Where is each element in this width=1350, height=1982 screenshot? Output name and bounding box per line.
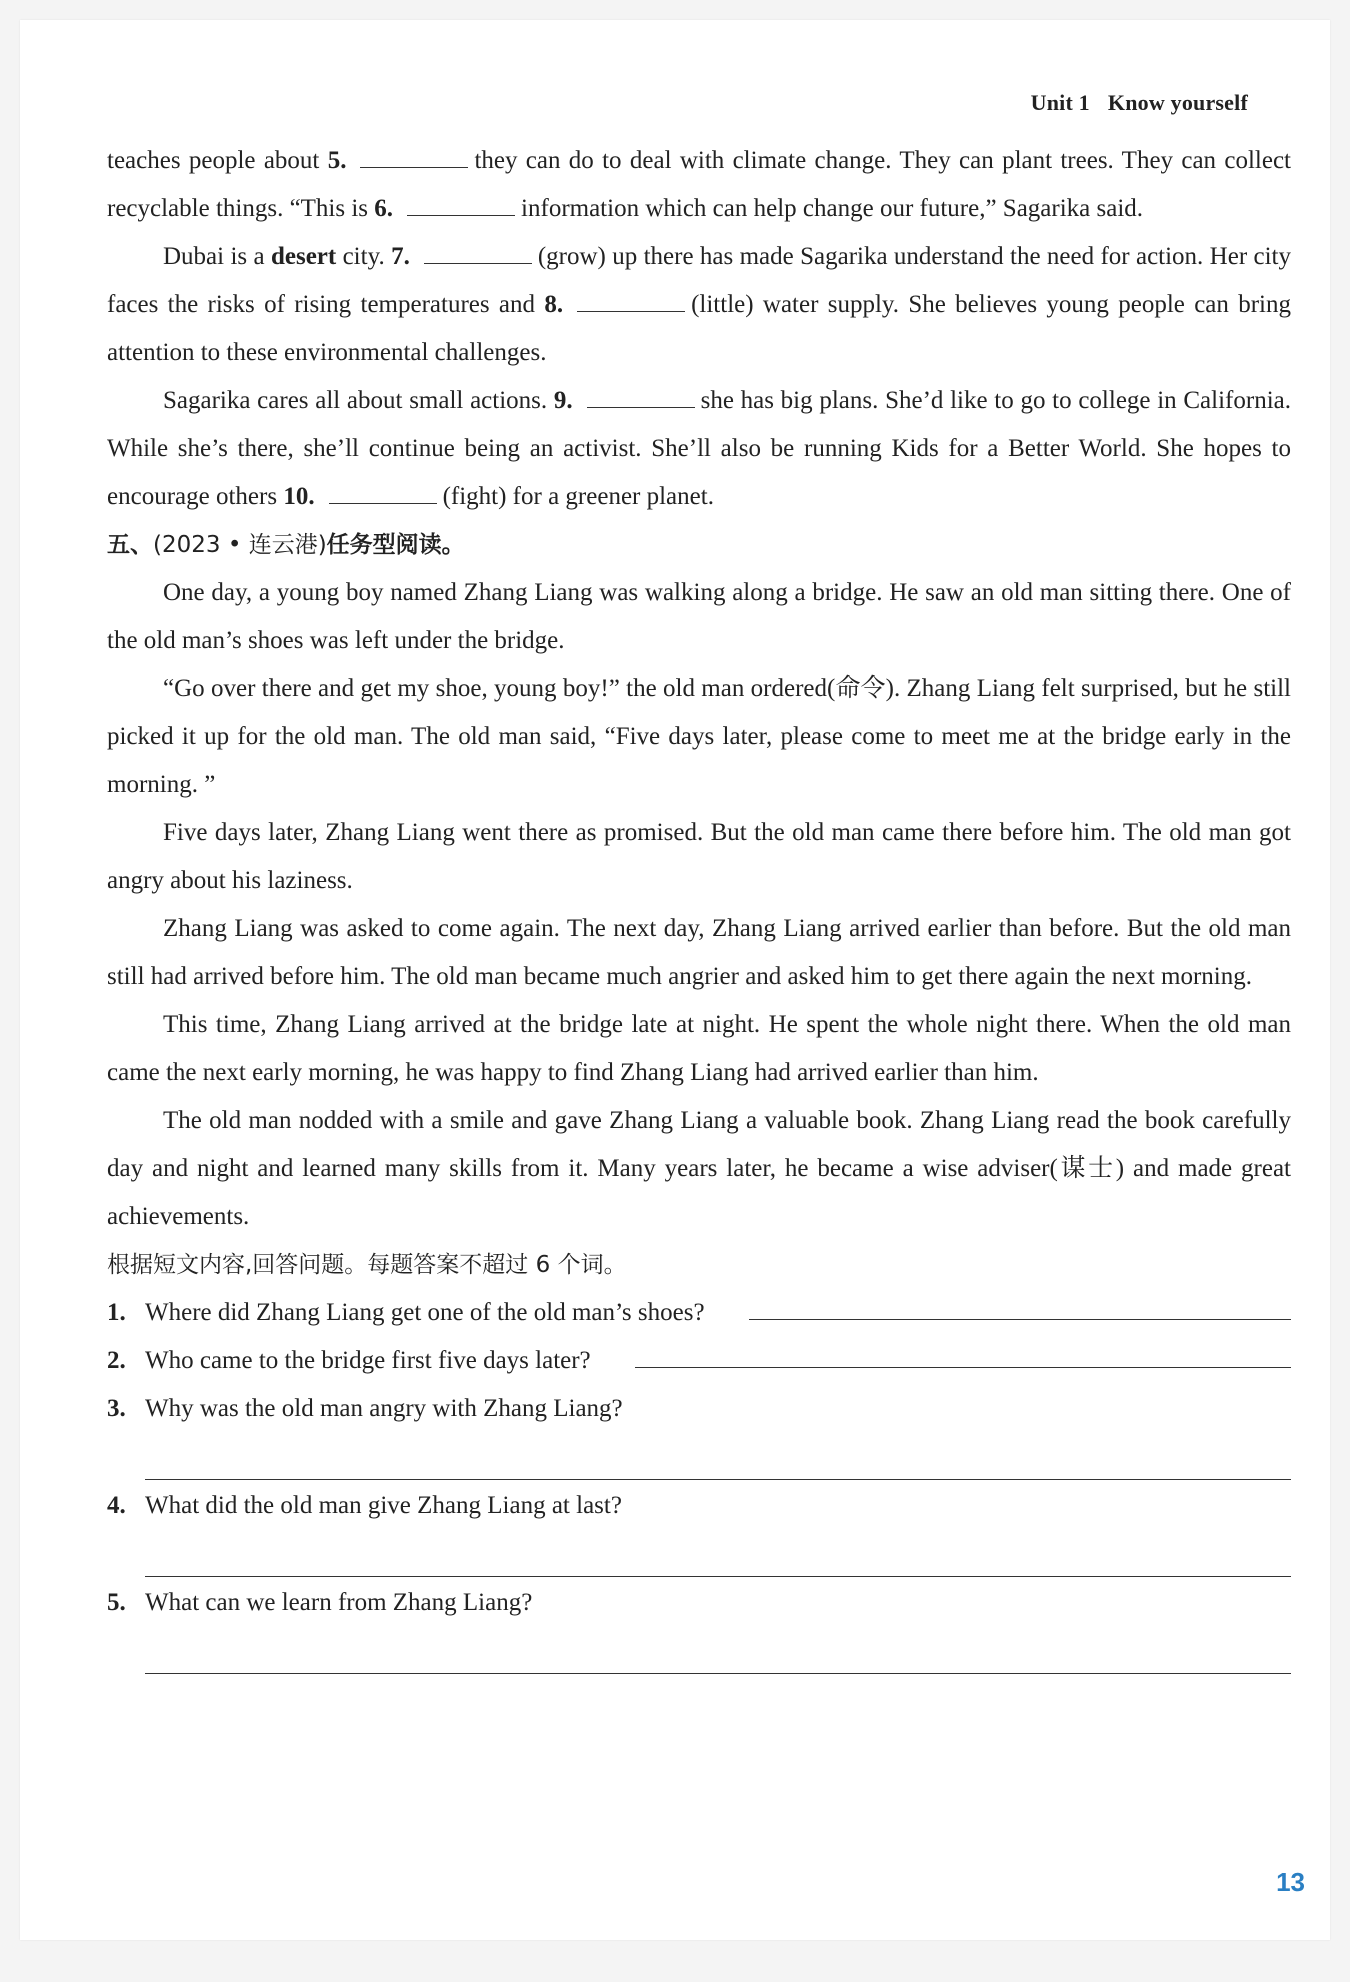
- blank-8[interactable]: [577, 289, 685, 312]
- question-4: 4. What did the old man give Zhang Liang at last?: [107, 1492, 622, 1519]
- passage-paragraph: Sagarika cares all about small actions. 9. she has big plans. She’d like to go to college in California. While she’s there, she’ll continue being an activist. She’ll also be running Kids for a Better World. She hopes to encourage others 10. (fight) for a greener planet.: [107, 387, 1291, 510]
- blank-number-9: 9.: [553, 387, 573, 414]
- answer-line-1[interactable]: [749, 1295, 1291, 1320]
- story-paragraph: The old man nodded with a smile and gave Zhang Liang a valuable book. Zhang Liang read the book carefully day and night and learned many skills from it. Many years later, he became a wise adviser(谋士) and made great achievements.: [107, 1107, 1291, 1230]
- question-2: 2. Who came to the bridge first five days later?: [107, 1337, 1291, 1385]
- blank-number-6: 6.: [374, 195, 394, 222]
- question-5: 5. What can we learn from Zhang Liang?: [107, 1589, 533, 1616]
- page-content: [107, 137, 1291, 1676]
- blank-7[interactable]: [424, 241, 532, 264]
- question-3: 3. Why was the old man angry with Zhang Liang?: [107, 1395, 623, 1422]
- blank-number-8: 8.: [544, 291, 564, 318]
- story-paragraph: One day, a young boy named Zhang Liang was walking along a bridge. He saw an old man sitting there. One of the old man’s shoes was left under the bridge.: [107, 579, 1291, 654]
- answer-line-5[interactable]: [145, 1627, 1291, 1674]
- question-1: 1. Where did Zhang Liang get one of the old man’s shoes?: [107, 1289, 1291, 1337]
- story-paragraph: “Go over there and get my shoe, young boy!” the old man ordered(命令). Zhang Liang felt surprised, but he still picked it up for the old man. The old man said, “Five days later, please come to meet me at the bridge early in the morning. ”: [107, 675, 1291, 798]
- running-header: [1031, 90, 1248, 116]
- blank-6[interactable]: [407, 193, 515, 216]
- page-number: 13: [1276, 1867, 1305, 1897]
- story-paragraph: Zhang Liang was asked to come again. The next day, Zhang Liang arrived earlier than before. But the old man still had arrived before him. The old man became much angrier and asked him to get there again the next morning.: [107, 915, 1291, 990]
- answer-line-3[interactable]: [145, 1433, 1291, 1480]
- answer-line-2[interactable]: [635, 1343, 1291, 1368]
- blank-number-10: 10.: [283, 483, 315, 510]
- worksheet-page: [20, 20, 1330, 1940]
- story-paragraph: This time, Zhang Liang arrived at the bridge late at night. He spent the whole night there. When the old man came the next early morning, he was happy to find Zhang Liang had arrived earlier than him.: [107, 1011, 1291, 1086]
- unit-title: Know yourself: [1107, 90, 1248, 115]
- passage-paragraph: teaches people about 5. they can do to deal with climate change. They can plant trees. They can collect recyclable things. “This is 6. information which can help change our future,” Sagarika said.: [107, 147, 1291, 222]
- blank-9[interactable]: [587, 385, 695, 408]
- blank-10[interactable]: [329, 481, 437, 504]
- story-paragraph: Five days later, Zhang Liang went there as promised. But the old man came there before him. The old man got angry about his laziness.: [107, 819, 1291, 894]
- instruction: 根据短文内容,回答问题。每题答案不超过 6 个词。: [107, 1252, 627, 1278]
- passage-paragraph: Dubai is a desert city. 7. (grow) up there has made Sagarika understand the need for action. Her city faces the risks of rising temperatures and 8. (little) water supply. She believes young people can bring attention to these environmental challenges.: [107, 243, 1292, 366]
- blank-5[interactable]: [360, 145, 468, 168]
- answer-line-4[interactable]: [145, 1530, 1291, 1577]
- blank-number-5: 5.: [327, 147, 347, 174]
- unit-label: Unit 1: [1030, 90, 1090, 115]
- section-heading: 五、(2023 • 连云港)任务型阅读。: [107, 532, 465, 558]
- blank-number-7: 7.: [391, 243, 410, 270]
